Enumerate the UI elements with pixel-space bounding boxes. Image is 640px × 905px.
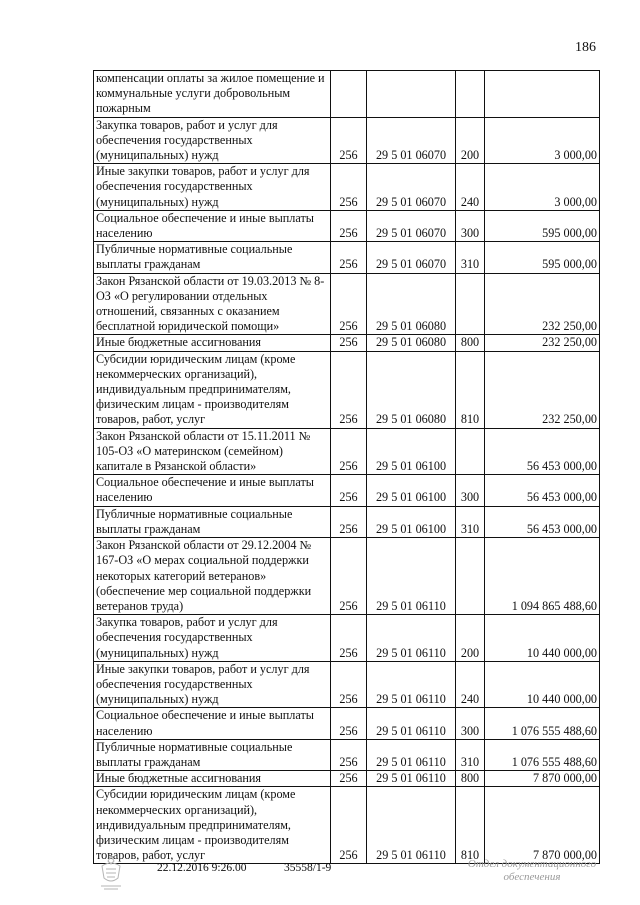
row-expense-type-cell: 200 (456, 615, 485, 662)
row-admin-code-cell (331, 71, 367, 118)
row-expense-type-cell: 310 (456, 506, 485, 537)
row-name-cell: Социальное обеспечение и иные выплаты населению (94, 708, 331, 739)
row-expense-type-cell: 300 (456, 475, 485, 506)
emblem-icon (96, 852, 126, 892)
row-amount-cell: 1 094 865 488,60 (485, 538, 600, 615)
row-article-code-cell: 29 5 01 06100 (367, 428, 456, 475)
row-article-code-cell: 29 5 01 06110 (367, 615, 456, 662)
table-row (94, 210, 600, 241)
row-admin-code-cell: 256 (331, 335, 367, 351)
table-row (94, 661, 600, 708)
row-article-code-cell: 29 5 01 06070 (367, 242, 456, 273)
row-name-cell: Публичные нормативные социальные выплаты гражданам (94, 506, 331, 537)
row-article-code-cell: 29 5 01 06110 (367, 661, 456, 708)
row-article-code-cell: 29 5 01 06080 (367, 273, 456, 335)
row-admin-code-cell: 256 (331, 739, 367, 770)
row-expense-type-cell: 310 (456, 739, 485, 770)
row-amount-cell: 595 000,00 (485, 242, 600, 273)
row-expense-type-cell (456, 538, 485, 615)
table-row (94, 117, 600, 164)
row-amount-cell: 3 000,00 (485, 117, 600, 164)
row-name-cell: Иные закупки товаров, работ и услуг для обеспечения государственных (муниципальных) нужд (94, 164, 331, 211)
row-name-cell: Социальное обеспечение и иные выплаты населению (94, 475, 331, 506)
footer (0, 858, 640, 898)
row-article-code-cell: 29 5 01 06110 (367, 538, 456, 615)
row-name-cell: Закон Рязанской области от 19.03.2013 № 8-ОЗ «О регулировании отдельных отношений, связанных с оказанием бесплатной юридической помощи» (94, 273, 331, 335)
table-row (94, 71, 600, 118)
row-expense-type-cell: 800 (456, 335, 485, 351)
table-row (94, 475, 600, 506)
row-name-cell: Публичные нормативные социальные выплаты гражданам (94, 739, 331, 770)
row-name-cell: Субсидии юридическим лицам (кроме некоммерческих организаций), индивидуальным предпринимателям, физическим лицам - производителям товаров, работ, услуг (94, 787, 331, 864)
row-amount-cell: 7 870 000,00 (485, 787, 600, 864)
row-admin-code-cell: 256 (331, 771, 367, 787)
row-article-code-cell: 29 5 01 06070 (367, 164, 456, 211)
table-row (94, 242, 600, 273)
row-amount-cell: 10 440 000,00 (485, 615, 600, 662)
row-expense-type-cell: 800 (456, 771, 485, 787)
row-admin-code-cell: 256 (331, 538, 367, 615)
footer-doc-number: 35558/1-9 (284, 862, 332, 874)
row-admin-code-cell: 256 (331, 787, 367, 864)
footer-datetime: 22.12.2016 9:26.00 (157, 862, 247, 874)
row-article-code-cell: 29 5 01 06110 (367, 739, 456, 770)
row-name-cell: Иные бюджетные ассигнования (94, 771, 331, 787)
row-amount-cell: 1 076 555 488,60 (485, 739, 600, 770)
row-article-code-cell: 29 5 01 06070 (367, 117, 456, 164)
table-row (94, 739, 600, 770)
row-article-code-cell: 29 5 01 06080 (367, 335, 456, 351)
row-article-code-cell: 29 5 01 06110 (367, 771, 456, 787)
row-name-cell: Публичные нормативные социальные выплаты гражданам (94, 242, 331, 273)
table-row (94, 771, 600, 787)
stamp-line-1: Отдел документационного (467, 858, 597, 870)
row-expense-type-cell: 240 (456, 164, 485, 211)
row-admin-code-cell: 256 (331, 273, 367, 335)
row-admin-code-cell: 256 (331, 661, 367, 708)
row-amount-cell: 595 000,00 (485, 210, 600, 241)
table-row (94, 506, 600, 537)
row-article-code-cell: 29 5 01 06100 (367, 475, 456, 506)
department-stamp (452, 858, 612, 884)
row-expense-type-cell: 300 (456, 708, 485, 739)
row-amount-cell: 232 250,00 (485, 351, 600, 428)
row-amount-cell: 56 453 000,00 (485, 475, 600, 506)
row-expense-type-cell (456, 273, 485, 335)
table-row (94, 164, 600, 211)
row-expense-type-cell: 810 (456, 787, 485, 864)
table-row (94, 335, 600, 351)
table-row (94, 538, 600, 615)
row-article-code-cell: 29 5 01 06100 (367, 506, 456, 537)
row-expense-type-cell: 240 (456, 661, 485, 708)
row-admin-code-cell: 256 (331, 117, 367, 164)
row-admin-code-cell: 256 (331, 428, 367, 475)
row-expense-type-cell: 300 (456, 210, 485, 241)
row-expense-type-cell (456, 71, 485, 118)
row-admin-code-cell: 256 (331, 164, 367, 211)
row-admin-code-cell: 256 (331, 475, 367, 506)
page-number: 186 (575, 40, 596, 55)
row-admin-code-cell: 256 (331, 506, 367, 537)
table-row (94, 615, 600, 662)
row-expense-type-cell: 810 (456, 351, 485, 428)
table-row (94, 351, 600, 428)
row-article-code-cell: 29 5 01 06110 (367, 787, 456, 864)
row-amount-cell: 10 440 000,00 (485, 661, 600, 708)
row-name-cell: Социальное обеспечение и иные выплаты населению (94, 210, 331, 241)
row-amount-cell: 56 453 000,00 (485, 428, 600, 475)
table-row (94, 273, 600, 335)
budget-table (93, 70, 600, 864)
row-name-cell: компенсации оплаты за жилое помещение и коммунальные услуги добровольным пожарным (94, 71, 331, 118)
row-expense-type-cell: 200 (456, 117, 485, 164)
row-amount-cell: 1 076 555 488,60 (485, 708, 600, 739)
row-expense-type-cell (456, 428, 485, 475)
row-amount-cell: 232 250,00 (485, 335, 600, 351)
row-name-cell: Закон Рязанской области от 29.12.2004 № 167-ОЗ «О мерах социальной поддержки некоторых категорий ветеранов» (обеспечение мер социальной поддержки ветеранов труда) (94, 538, 331, 615)
stamp-line-2: обеспечения (503, 871, 561, 883)
table-row (94, 428, 600, 475)
row-amount-cell (485, 71, 600, 118)
row-admin-code-cell: 256 (331, 351, 367, 428)
row-article-code-cell: 29 5 01 06110 (367, 708, 456, 739)
row-admin-code-cell: 256 (331, 615, 367, 662)
row-admin-code-cell: 256 (331, 210, 367, 241)
row-article-code-cell: 29 5 01 06080 (367, 351, 456, 428)
row-amount-cell: 7 870 000,00 (485, 771, 600, 787)
row-amount-cell: 3 000,00 (485, 164, 600, 211)
row-admin-code-cell: 256 (331, 708, 367, 739)
row-amount-cell: 56 453 000,00 (485, 506, 600, 537)
table-row (94, 708, 600, 739)
row-name-cell: Иные закупки товаров, работ и услуг для обеспечения государственных (муниципальных) нужд (94, 661, 331, 708)
row-name-cell: Субсидии юридическим лицам (кроме некоммерческих организаций), индивидуальным предпринимателям, физическим лицам - производителям товаров, работ, услуг (94, 351, 331, 428)
row-expense-type-cell: 310 (456, 242, 485, 273)
row-article-code-cell: 29 5 01 06070 (367, 210, 456, 241)
row-article-code-cell (367, 71, 456, 118)
budget-table-body (94, 71, 600, 864)
row-name-cell: Закупка товаров, работ и услуг для обеспечения государственных (муниципальных) нужд (94, 615, 331, 662)
row-name-cell: Иные бюджетные ассигнования (94, 335, 331, 351)
row-name-cell: Закон Рязанской области от 15.11.2011 № 105-ОЗ «О материнском (семейном) капитале в Рязанской области» (94, 428, 331, 475)
table-row (94, 787, 600, 864)
row-name-cell: Закупка товаров, работ и услуг для обеспечения государственных (муниципальных) нужд (94, 117, 331, 164)
row-admin-code-cell: 256 (331, 242, 367, 273)
row-amount-cell: 232 250,00 (485, 273, 600, 335)
